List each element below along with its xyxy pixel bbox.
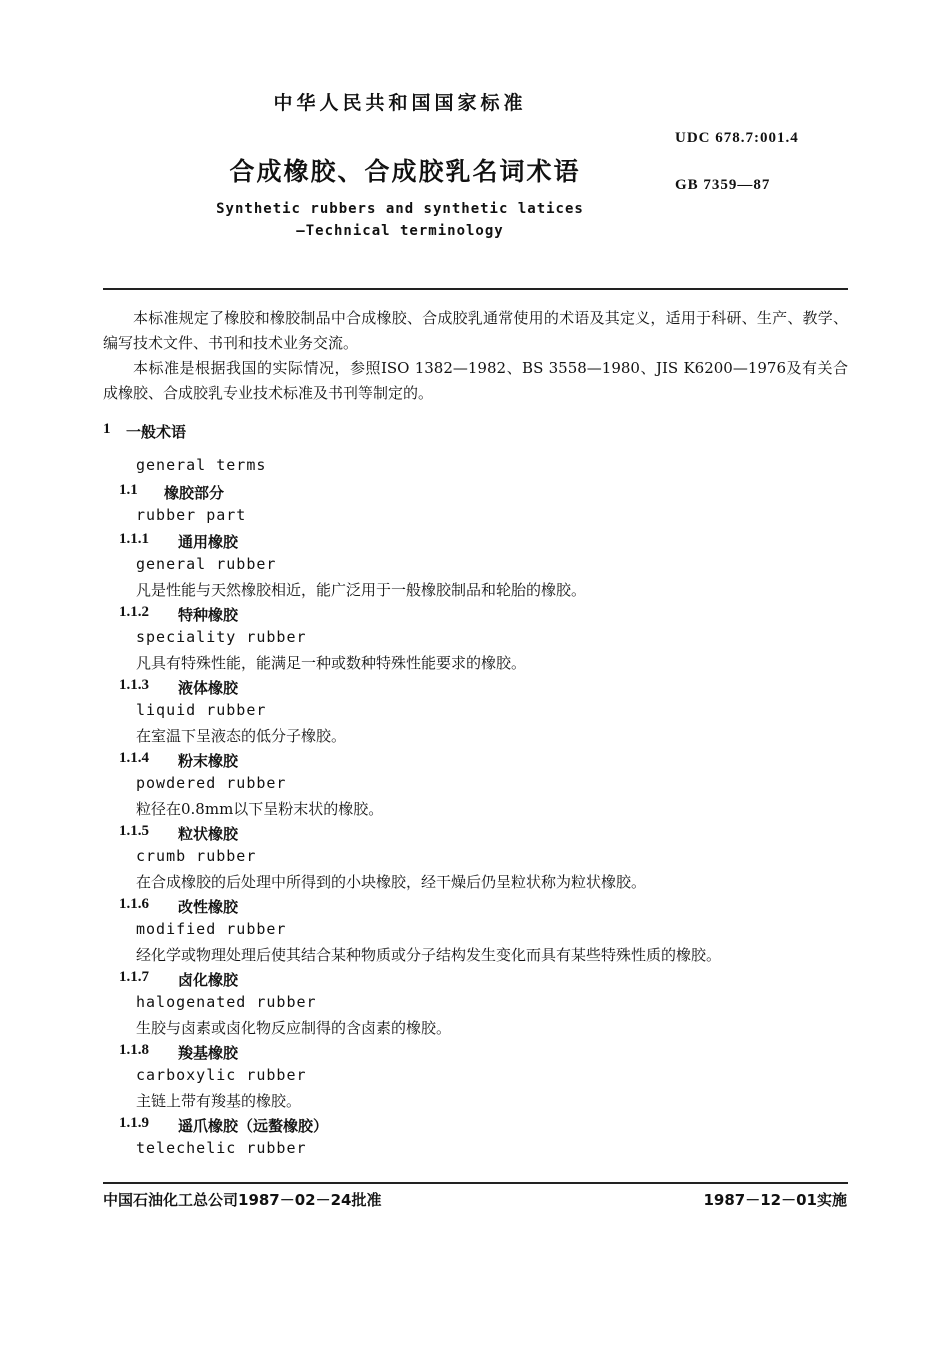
term-number: 1.1.8 <box>119 1042 149 1058</box>
term-en: modified rubber <box>136 920 287 938</box>
term-zh: 液体橡胶 <box>178 679 239 697</box>
term-zh: 改性橡胶 <box>178 898 239 916</box>
term-zh: 特种橡胶 <box>178 606 239 624</box>
section-1-number: 1 <box>103 421 111 437</box>
section-1-1-en: rubber part <box>136 506 247 524</box>
title-en-line1: Synthetic rubbers and synthetic latices <box>216 201 584 217</box>
intro-para-2: 本标准是根据我国的实际情况，参照ISO 1382—1982、BS 3558—1980、JIS K6200—1976及有关合成橡胶、合成胶乳专业技术标准及书刊等制定的。 <box>103 359 848 402</box>
term-number: 1.1.5 <box>119 823 149 839</box>
term-en: halogenated rubber <box>136 993 317 1011</box>
term-en: powdered rubber <box>136 774 287 792</box>
term-en: speciality rubber <box>136 628 307 646</box>
term-definition: 生胶与卤素或卤化物反应制得的含卤素的橡胶。 <box>136 1019 452 1037</box>
effective-date: 1987－12－01实施 <box>703 1191 847 1209</box>
section-1-title: 一般术语 <box>126 423 187 441</box>
footer-rule <box>103 1182 848 1184</box>
term-zh: 卤化橡胶 <box>178 971 239 989</box>
approval-date: 中国石油化工总公司1987－02－24批准 <box>103 1191 382 1209</box>
term-definition: 在合成橡胶的后处理中所得到的小块橡胶，经干燥后仍呈粒状称为粒状橡胶。 <box>136 873 647 891</box>
header-rule <box>103 288 848 290</box>
term-en: liquid rubber <box>136 701 267 719</box>
term-zh: 羧基橡胶 <box>178 1044 239 1062</box>
term-zh: 粉末橡胶 <box>178 752 239 770</box>
term-en: general rubber <box>136 555 277 573</box>
term-zh: 粒状橡胶 <box>178 825 239 843</box>
section-1-1-number: 1.1 <box>119 482 138 498</box>
term-number: 1.1.7 <box>119 969 149 985</box>
term-en: crumb rubber <box>136 847 257 865</box>
term-en: carboxylic rubber <box>136 1066 307 1084</box>
term-number: 1.1.6 <box>119 896 149 912</box>
intro-para-1: 本标准规定了橡胶和橡胶制品中合成橡胶、合成胶乳通常使用的术语及其定义，适用于科研、生产、教学、编写技术文件、书刊和技术业务交流。 <box>103 309 848 352</box>
term-zh: 通用橡胶 <box>178 533 239 551</box>
term-definition: 凡具有特殊性能，能满足一种或数种特殊性能要求的橡胶。 <box>136 654 527 672</box>
gb-code: GB 7359—87 <box>675 177 771 193</box>
term-number: 1.1.2 <box>119 604 149 620</box>
udc-code: UDC 678.7:001.4 <box>675 130 799 146</box>
term-zh: 遥爪橡胶（远螯橡胶） <box>178 1117 329 1135</box>
term-definition: 凡是性能与天然橡胶相近，能广泛用于一般橡胶制品和轮胎的橡胶。 <box>136 581 587 599</box>
section-1-en: general terms <box>136 456 267 474</box>
intro <box>103 306 848 406</box>
term-definition: 主链上带有羧基的橡胶。 <box>136 1092 302 1110</box>
term-number: 1.1.1 <box>119 531 149 547</box>
title-en-line2: —Technical terminology <box>296 223 504 239</box>
term-number: 1.1.3 <box>119 677 149 693</box>
term-number: 1.1.4 <box>119 750 149 766</box>
section-1-1-title: 橡胶部分 <box>164 484 225 502</box>
term-number: 1.1.9 <box>119 1115 149 1131</box>
standard-name: 中华人民共和国国家标准 <box>273 92 527 114</box>
term-definition: 在室温下呈液态的低分子橡胶。 <box>136 727 347 745</box>
title-zh: 合成橡胶、合成胶乳名词术语 <box>229 157 581 186</box>
term-definition: 经化学或物理处理后使其结合某种物质或分子结构发生变化而具有某些特殊性质的橡胶。 <box>136 946 722 964</box>
term-definition: 粒径在0.8mm以下呈粉末状的橡胶。 <box>136 800 384 818</box>
term-en: telechelic rubber <box>136 1139 307 1157</box>
